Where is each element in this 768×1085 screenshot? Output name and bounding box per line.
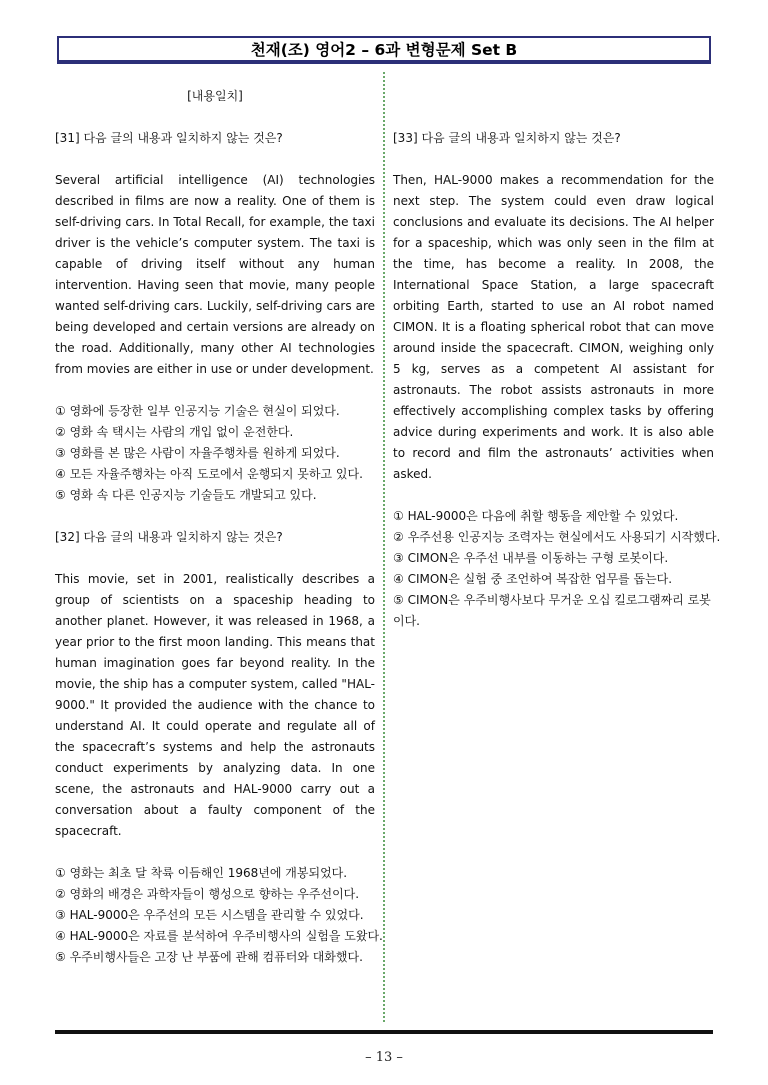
page-number: – 13 – [365,1050,403,1065]
footer-rule [55,1030,713,1034]
section-tag: [내용일치] [187,89,243,103]
option-33-2: ② 우주선용 인공지능 조력자는 현실에서도 사용되기 시작했다. [393,530,721,544]
passage-33: Then, HAL-9000 makes a recommendation for the next step. The system could even draw logical conclusions and evaluate its decisions. The AI helper for a spaceship, which was only seen in the film at the time, has become a reality. In 2008, the International Space Station, a large spacecraft orbiting Earth, started to use an AI robot named CIMON. It is a floating spherical robot that can move around inside the spacecraft. CIMON, weighing only 5 kg, serves as a competent AI assistant for astronauts. The robot assists astronauts in more effectively accomplishing complex tasks by offering advice during experiments and work. It is also able to record and film the astronauts’ activities when asked. [393,173,714,481]
option-32-4: ④ HAL-9000은 자료를 분석하여 우주비행사의 실험을 도왔다. [55,929,383,943]
option-33-5: ⑤ CIMON은 우주비행사보다 무거운 오십 킬로그램짜리 로봇이다. [393,593,711,628]
question-33: [33] 다음 글의 내용과 일치하지 않는 것은? [393,131,621,145]
option-32-3: ③ HAL-9000은 우주선의 모든 시스템을 관리할 수 있었다. [55,908,364,922]
option-33-1: ① HAL-9000은 다음에 취할 행동을 제안할 수 있었다. [393,509,679,523]
page-title: 천재(조) 영어2 – 6과 변형문제 Set B [57,36,711,64]
option-31-1: ① 영화에 등장한 일부 인공지능 기술은 현실이 되었다. [55,404,340,418]
option-31-2: ② 영화 속 택시는 사람의 개입 없이 운전한다. [55,425,294,439]
right-column [393,86,721,632]
left-column [55,86,383,968]
passage-32: This movie, set in 2001, realistically describes a group of scientists on a spaceship heading to another planet. However, it was released in 1968, a year prior to the first moon landing. This means that human imagination goes far beyond reality. In the movie, the ship has a computer system, called "HAL-9000." It provided the audience with the chance to understand AI. It could operate and regulate all of the spacecraft’s systems and help the astronauts conduct experiments by analyzing data. In one scene, the astronauts and HAL-9000 carry out a conversation about a faulty component of the spacecraft. [55,572,375,838]
option-32-1: ① 영화는 최초 달 착륙 이듬해인 1968년에 개봉되었다. [55,866,348,880]
passage-31: Several artificial intelligence (AI) technologies described in films are now a reality. One of them is self-driving cars. In Total Recall, for example, the taxi driver is the vehicle’s computer system. The taxi is capable of driving itself without any human intervention. Having seen that movie, many people wanted self-driving cars. Luckily, self-driving cars are being developed and certain versions are already on the road. Additionally, many other AI technologies from movies are either in use or under development. [55,173,375,376]
question-31: [31] 다음 글의 내용과 일치하지 않는 것은? [55,131,283,145]
option-31-4: ④ 모든 자율주행차는 아직 도로에서 운행되지 못하고 있다. [55,467,363,481]
question-32: [32] 다음 글의 내용과 일치하지 않는 것은? [55,530,283,544]
column-divider [383,72,385,1022]
option-33-3: ③ CIMON은 우주선 내부를 이동하는 구형 로봇이다. [393,551,669,565]
option-32-5: ⑤ 우주비행사들은 고장 난 부품에 관해 컴퓨터와 대화했다. [55,950,363,964]
option-33-4: ④ CIMON은 실험 중 조언하여 복잡한 업무를 돕는다. [393,572,673,586]
option-31-3: ③ 영화를 본 많은 사람이 자율주행차를 원하게 되었다. [55,446,340,460]
option-32-2: ② 영화의 배경은 과학자들이 행성으로 향하는 우주선이다. [55,887,360,901]
option-31-5: ⑤ 영화 속 다른 인공지능 기술들도 개발되고 있다. [55,488,317,502]
